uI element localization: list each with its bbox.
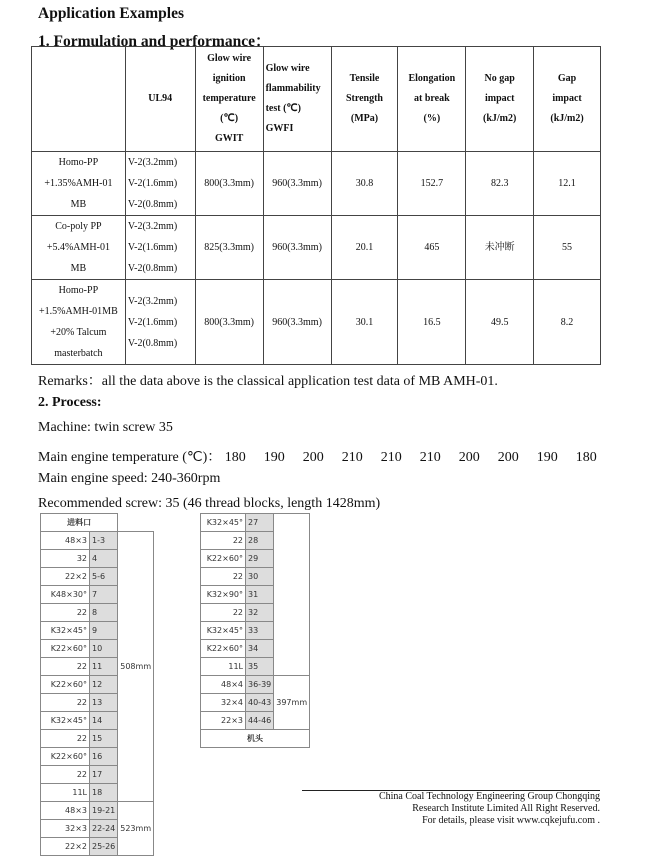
header-cell: UL94 <box>125 47 195 152</box>
element-spec: 22 <box>41 658 90 676</box>
element-number: 35 <box>246 658 274 676</box>
element-number: 8 <box>90 604 118 622</box>
section-length: 397mm <box>274 676 310 730</box>
elongation-cell: 16.5 <box>398 280 466 365</box>
screw-config-left <box>40 513 154 856</box>
element-number: 1-3 <box>90 532 118 550</box>
header-cell: Glow wire flammability test (℃) GWFI <box>263 47 331 152</box>
element-spec: K22×60° <box>41 676 90 694</box>
element-number: 34 <box>246 640 274 658</box>
feed-port-label: 进料口 <box>41 514 118 532</box>
gwit-cell: 825(3.3mm) <box>195 216 263 280</box>
performance-table <box>31 46 601 365</box>
element-number: 7 <box>90 586 118 604</box>
element-spec: 48×4 <box>201 676 246 694</box>
element-spec: 22 <box>41 694 90 712</box>
ul94-cell: V-2(3.2mm) V-2(1.6mm) V-2(0.8mm) <box>125 216 195 280</box>
gwfi-cell: 960(3.3mm) <box>263 152 331 216</box>
element-number: 15 <box>90 730 118 748</box>
header-cell <box>32 47 126 152</box>
element-spec: 22 <box>201 604 246 622</box>
gap-impact-cell: 8.2 <box>534 280 601 365</box>
die-head-label: 机头 <box>201 730 310 748</box>
screw-row <box>41 532 154 550</box>
element-number: 17 <box>90 766 118 784</box>
element-spec: 22×2 <box>41 838 90 856</box>
gwit-cell: 800(3.3mm) <box>195 280 263 365</box>
element-spec: 22 <box>41 730 90 748</box>
element-number: 18 <box>90 784 118 802</box>
formulation-cell: Homo-PP +1.35%AMH-01 MB <box>32 152 126 216</box>
gwfi-cell: 960(3.3mm) <box>263 216 331 280</box>
element-number: 44-46 <box>246 712 274 730</box>
gap-impact-cell: 55 <box>534 216 601 280</box>
element-number: 5-6 <box>90 568 118 586</box>
gwit-cell: 800(3.3mm) <box>195 152 263 216</box>
table-row <box>32 216 601 280</box>
section-length-1: 508mm <box>118 532 154 802</box>
element-spec: 32×3 <box>41 820 90 838</box>
tensile-cell: 30.8 <box>331 152 398 216</box>
element-spec: 22 <box>201 532 246 550</box>
header-cell: Tensile Strength (MPa) <box>331 47 398 152</box>
elongation-cell: 465 <box>398 216 466 280</box>
element-spec: K22×60° <box>41 640 90 658</box>
element-number: 22-24 <box>90 820 118 838</box>
elongation-cell: 152.7 <box>398 152 466 216</box>
header-cell: Glow wire ignition temperature (℃) GWIT <box>195 47 263 152</box>
table-row <box>32 280 601 365</box>
element-number: 32 <box>246 604 274 622</box>
tensile-cell: 20.1 <box>331 216 398 280</box>
temperature-line <box>38 446 615 466</box>
temperature-value: 190 <box>536 450 558 465</box>
temperature-value: 180 <box>575 450 597 465</box>
section-heading-process: 2. Process: <box>38 395 102 410</box>
temperature-value: 200 <box>497 450 519 465</box>
element-spec: 11L <box>41 784 90 802</box>
screw-footer-row <box>201 730 310 748</box>
remarks-text: Remarks：all the data above is the classical application test data of MB AMH-01. <box>38 374 498 389</box>
element-number: 29 <box>246 550 274 568</box>
ul94-cell: V-2(3.2mm) V-2(1.6mm) V-2(0.8mm) <box>125 152 195 216</box>
nogap-impact-cell: 49.5 <box>466 280 534 365</box>
gwfi-cell: 960(3.3mm) <box>263 280 331 365</box>
element-number: 13 <box>90 694 118 712</box>
temperature-value: 200 <box>458 450 480 465</box>
machine-text: Machine: twin screw 35 <box>38 420 173 435</box>
element-number: 14 <box>90 712 118 730</box>
element-spec: 32 <box>41 550 90 568</box>
element-spec: K22×60° <box>41 748 90 766</box>
footer-line-2: Research Institute Limited All Right Reserved. <box>412 803 600 814</box>
screw-header-row <box>41 514 154 532</box>
element-spec: 22 <box>41 766 90 784</box>
section-heading-formulation: 1. Formulation and performance： <box>38 33 271 50</box>
screw-text: Recommended screw: 35 (46 thread blocks, length 1428mm) <box>38 496 381 511</box>
element-spec: K32×45° <box>201 514 246 532</box>
footer-line-1: China Coal Technology Engineering Group Chongqing <box>378 791 600 802</box>
formulation-cell: Co-poly PP +5.4%AMH-01 MB <box>32 216 126 280</box>
element-number: 27 <box>246 514 274 532</box>
element-number: 40-43 <box>246 694 274 712</box>
element-spec: K48×30° <box>41 586 90 604</box>
spacer <box>118 514 154 532</box>
nogap-impact-cell: 82.3 <box>466 152 534 216</box>
tensile-cell: 30.1 <box>331 280 398 365</box>
screw-row <box>41 802 154 820</box>
element-number: 12 <box>90 676 118 694</box>
element-spec: K32×90° <box>201 586 246 604</box>
element-spec: 22 <box>41 604 90 622</box>
temperature-value: 190 <box>263 450 285 465</box>
element-number: 30 <box>246 568 274 586</box>
temperature-value: 210 <box>341 450 363 465</box>
element-spec: K22×60° <box>201 550 246 568</box>
temperature-values <box>225 450 615 466</box>
screw-row <box>201 676 310 694</box>
header-cell: No gap impact (kJ/m2) <box>466 47 534 152</box>
element-spec: 48×3 <box>41 802 90 820</box>
element-number: 36-39 <box>246 676 274 694</box>
element-spec: K32×45° <box>41 712 90 730</box>
element-number: 10 <box>90 640 118 658</box>
page-title: Application Examples <box>38 5 184 22</box>
formulation-cell: Homo-PP +1.5%AMH-01MB +20% Talcum masterbatch <box>32 280 126 365</box>
element-spec: 22 <box>201 568 246 586</box>
element-number: 16 <box>90 748 118 766</box>
element-spec: 32×4 <box>201 694 246 712</box>
element-number: 9 <box>90 622 118 640</box>
element-number: 25-26 <box>90 838 118 856</box>
header-cell: Elongation at break (%) <box>398 47 466 152</box>
element-spec: 22×2 <box>41 568 90 586</box>
element-spec: 11L <box>201 658 246 676</box>
element-spec: 22×3 <box>201 712 246 730</box>
element-spec: K32×45° <box>41 622 90 640</box>
element-spec: K32×45° <box>201 622 246 640</box>
footer-line-3: For details, please visit www.cqkejufu.com . <box>422 815 600 826</box>
spacer <box>274 514 310 676</box>
element-number: 4 <box>90 550 118 568</box>
table-header-row <box>32 47 601 152</box>
header-cell: Gap impact (kJ/m2) <box>534 47 601 152</box>
speed-text: Main engine speed: 240-360rpm <box>38 471 221 486</box>
section-length-2: 523mm <box>118 802 154 856</box>
element-number: 28 <box>246 532 274 550</box>
screw-config-right <box>200 513 310 748</box>
element-number: 31 <box>246 586 274 604</box>
element-number: 11 <box>90 658 118 676</box>
screw-row <box>201 514 310 532</box>
temperature-value: 180 <box>224 450 246 465</box>
table-row <box>32 152 601 216</box>
element-spec: 48×3 <box>41 532 90 550</box>
gap-impact-cell: 12.1 <box>534 152 601 216</box>
temperature-value: 210 <box>419 450 441 465</box>
ul94-cell: V-2(3.2mm) V-2(1.6mm) V-2(0.8mm) <box>125 280 195 365</box>
temperature-value: 200 <box>302 450 324 465</box>
element-spec: K22×60° <box>201 640 246 658</box>
temperature-label: Main engine temperature (℃)： <box>38 450 222 465</box>
temperature-value: 210 <box>380 450 402 465</box>
element-number: 33 <box>246 622 274 640</box>
element-number: 19-21 <box>90 802 118 820</box>
nogap-impact-cell: 未冲断 <box>466 216 534 280</box>
